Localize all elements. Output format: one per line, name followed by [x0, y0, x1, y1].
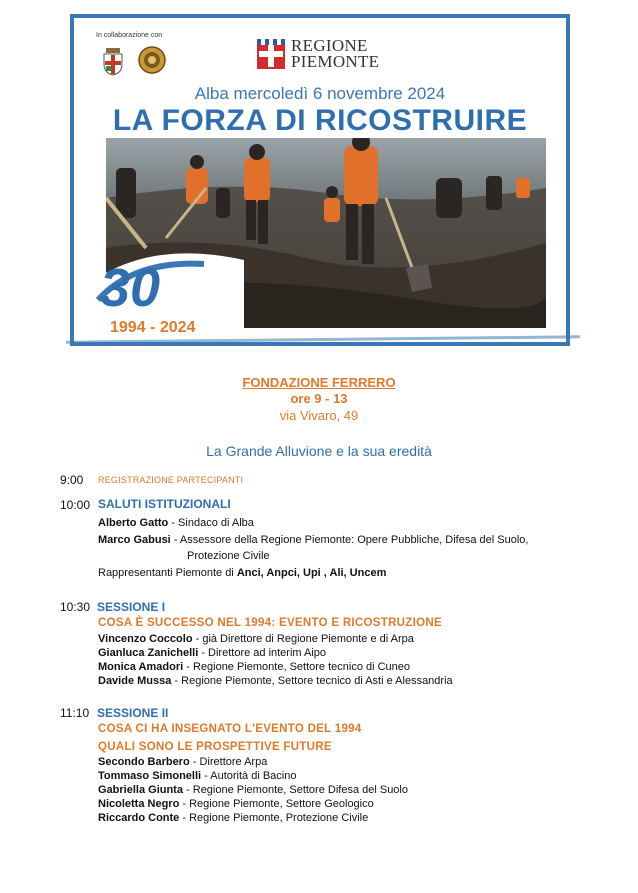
- regione-line-1: REGIONE: [291, 36, 368, 55]
- session2-time: 11:10: [60, 706, 90, 720]
- speaker-name: Monica Amadori: [98, 661, 184, 673]
- speaker-line: [98, 633, 414, 645]
- speaker-name: Secondo Barbero: [98, 756, 190, 768]
- speaker-role: - Regione Piemonte, Settore tecnico di Cuneo: [183, 661, 411, 673]
- event-title: LA FORZA DI RICOSTRUIRE: [112, 104, 528, 137]
- speaker-role: - Regione Piemonte, Settore Geologico: [179, 798, 374, 810]
- speaker-name: Marco Gabusi: [98, 534, 171, 546]
- speaker-line: [98, 770, 296, 782]
- speaker-name: Davide Mussa: [98, 675, 172, 687]
- registration-time: 9:00: [60, 473, 84, 487]
- speaker-role: - Autorità di Bacino: [201, 770, 297, 782]
- speaker-line: [98, 661, 410, 673]
- anniversary-number: 30: [100, 258, 161, 318]
- speaker-name: Vincenzo Coccolo: [98, 633, 193, 645]
- speaker-name: Riccardo Conte: [98, 812, 180, 824]
- speaker-name: Tommaso Simonelli: [98, 770, 202, 782]
- regione-wordmark: [291, 38, 379, 70]
- speaker-line: [98, 517, 254, 529]
- collaboration-label: In collaborazione con: [96, 32, 163, 39]
- speaker-role-continued: Protezione Civile: [187, 550, 270, 562]
- session1-topic: COSA È SUCCESSO NEL 1994: EVENTO E RICOSTRUZIONE: [98, 617, 442, 629]
- header-frame: [70, 14, 570, 346]
- speaker-role: - Regione Piemonte, Settore Difesa del Suolo: [182, 784, 408, 796]
- venue-name: FONDAZIONE FERRERO: [242, 375, 396, 390]
- piemonte-flag-icon: [257, 39, 285, 69]
- speaker-line: [98, 812, 368, 824]
- speaker-line: [98, 675, 453, 687]
- speaker-line: [98, 784, 408, 796]
- venue-address: via Vivaro, 49: [279, 408, 359, 423]
- session1-label: SESSIONE I: [97, 600, 166, 614]
- greetings-label: SALUTI ISTITUZIONALI: [98, 497, 231, 511]
- seal-logo-icon: [138, 46, 166, 74]
- speaker-name: Alberto Gatto: [98, 517, 169, 529]
- speaker-role: - Assessore della Regione Piemonte: Opere Pubbliche, Difesa del Suolo,: [170, 534, 529, 546]
- greetings-time: 10:00: [60, 498, 91, 512]
- speaker-line: [98, 756, 267, 768]
- session2-topic-2: QUALI SONO LE PROSPETTIVE FUTURE: [98, 741, 332, 753]
- speaker-role: - Direttore Arpa: [189, 756, 268, 768]
- speaker-line: [98, 534, 528, 546]
- anniversary-badge: [94, 240, 244, 340]
- speaker-name: Nicoletta Negro: [98, 798, 180, 810]
- event-subtitle: La Grande Alluvione e la sua eredità: [206, 443, 432, 459]
- speaker-role: - Sindaco di Alba: [168, 517, 254, 529]
- session1-time: 10:30: [60, 600, 91, 614]
- event-date: Alba mercoledì 6 novembre 2024: [194, 84, 446, 103]
- speaker-line: [98, 647, 326, 659]
- regione-line-2: PIEMONTE: [291, 52, 380, 71]
- registration-label: REGISTRAZIONE PARTECIPANTI: [98, 475, 244, 485]
- speaker-name: Gianluca Zanichelli: [98, 647, 199, 659]
- session2-topic-1: COSA CI HA INSEGNATO L'EVENTO DEL 1994: [98, 723, 362, 735]
- representatives-line: [98, 567, 386, 579]
- venue-time: ore 9 - 13: [290, 391, 348, 406]
- speaker-role: - già Direttore di Regione Piemonte e di Arpa: [192, 633, 414, 645]
- speaker-role: - Direttore ad interim Aipo: [198, 647, 327, 659]
- alba-coat-of-arms-icon: [102, 48, 124, 76]
- anniversary-years: 1994 - 2024: [110, 319, 196, 336]
- regione-piemonte-logo: [257, 38, 379, 70]
- representatives-prefix: Rappresentanti Piemonte di: [98, 567, 237, 579]
- representatives-list: Anci, Anpci, Upi , Ali, Uncem: [236, 567, 387, 579]
- speaker-role: - Regione Piemonte, Settore tecnico di Asti e Alessandria: [171, 675, 453, 687]
- speaker-line: [98, 798, 374, 810]
- session2-label: SESSIONE II: [97, 706, 169, 720]
- speaker-name: Gabriella Giunta: [98, 784, 183, 796]
- speaker-role: - Regione Piemonte, Protezione Civile: [179, 812, 369, 824]
